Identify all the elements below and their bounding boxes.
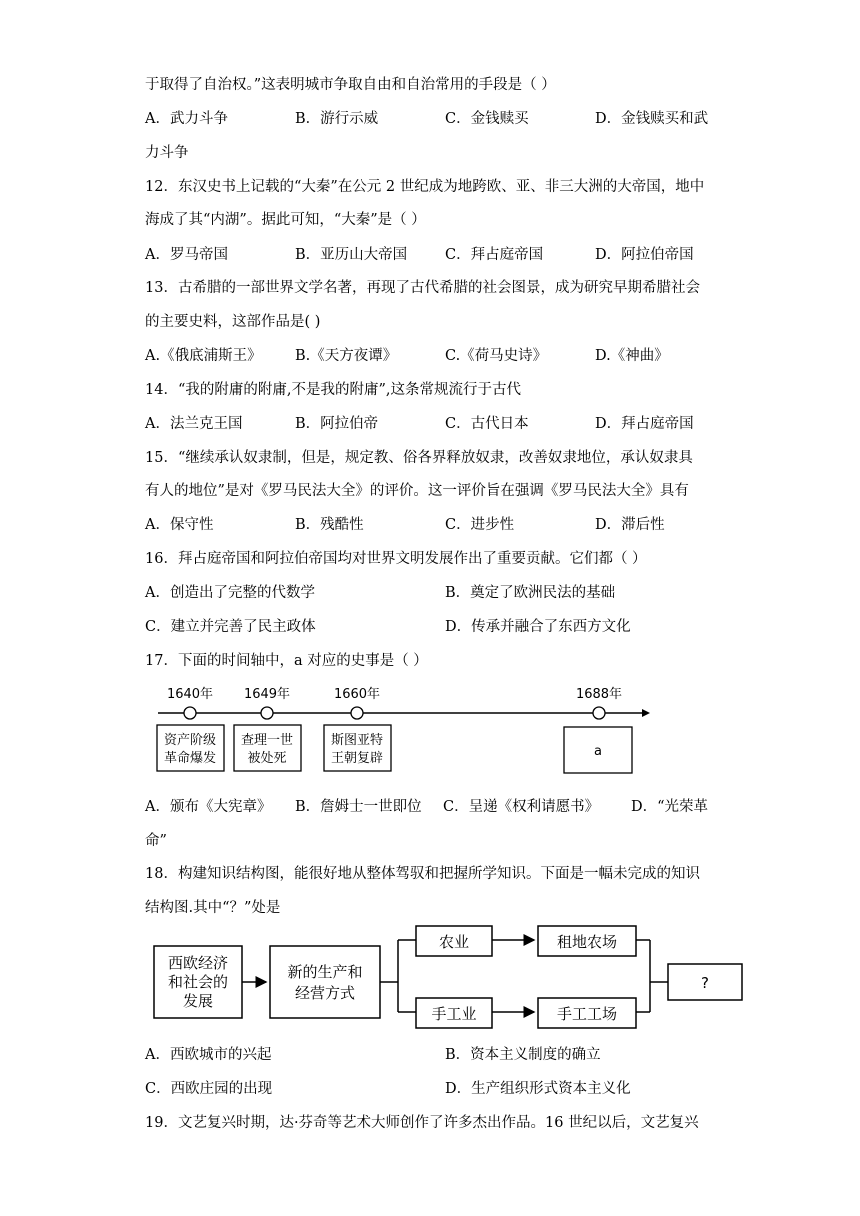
timeline-node-1649: [261, 707, 273, 719]
q18-option-a[interactable]: A．西欧城市的兴起: [145, 1047, 272, 1063]
timeline-year-1660: 1660年: [333, 687, 381, 702]
q13-stem-line1: 13．古希腊的一部世界文学名著，再现了古代希腊的社会图景，成为研究早期希腊社会: [145, 280, 700, 296]
diagram-box-production: [270, 946, 380, 1018]
q12-option-a[interactable]: A．罗马帝国: [145, 247, 228, 263]
timeline-box-1649-line2: 被处死: [247, 751, 287, 766]
q19-stem-line1: 19．文艺复兴时期，达·芬奇等艺术大师创作了许多杰出作品。16 世纪以后，文艺复兴: [145, 1115, 699, 1131]
q16-option-b[interactable]: B．奠定了欧洲民法的基础: [445, 585, 616, 601]
q15-option-b[interactable]: B．残酷性: [295, 517, 364, 533]
q14-option-d[interactable]: D．拜占庭帝国: [595, 416, 694, 432]
q12-stem-line2: 海成了其“内湖”。据此可知，“大秦”是（ ）: [145, 212, 426, 228]
q18-option-b[interactable]: B．资本主义制度的确立: [445, 1047, 601, 1063]
timeline-arrow-icon: [642, 709, 650, 717]
timeline-box-1660-line1: 斯图亚特: [330, 733, 384, 748]
q12-stem-line1: 12．东汉史书上记载的“大秦”在公元 2 世纪成为地跨欧、亚、非三大洲的大帝国，地中: [145, 179, 705, 195]
q11-option-d[interactable]: D．金钱赎买和武: [595, 111, 709, 127]
q16-stem-line1: 16．拜占庭帝国和阿拉伯帝国均对世界文明发展作出了重要贡献。它们都（ ）: [145, 551, 647, 567]
timeline-node-1688: [593, 707, 605, 719]
timeline-box-1649-line1: 查理一世: [240, 733, 294, 748]
q15-option-c[interactable]: C．进步性: [445, 517, 515, 533]
q13-option-d[interactable]: D.《神曲》: [595, 348, 669, 364]
diagram-box-unknown-label: ?: [701, 974, 709, 992]
q16-option-a[interactable]: A．创造出了完整的代数学: [145, 585, 315, 601]
timeline-box-1640-line2: 革命爆发: [163, 751, 217, 766]
q18-stem-line2: 结构图.其中“？”处是: [145, 900, 281, 916]
q14-stem-line1: 14．“我的附庸的附庸,不是我的附庸”,这条常规流行于古代: [145, 382, 521, 398]
timeline-year-1649: 1649年: [243, 687, 291, 702]
q17-stem-line1: 17．下面的时间轴中，a 对应的史事是（ ）: [145, 653, 428, 669]
q11-option-c[interactable]: C．金钱赎买: [445, 111, 529, 127]
q14-option-a[interactable]: A．法兰克王国: [145, 416, 243, 432]
q11-option-a[interactable]: A．武力斗争: [145, 111, 228, 127]
q13-option-c[interactable]: C.《荷马史诗》: [445, 348, 548, 364]
timeline-box-1640-line1: 资产阶级: [163, 733, 217, 748]
q17-option-d[interactable]: D．“光荣革: [631, 799, 709, 815]
q16-option-c[interactable]: C．建立并完善了民主政体: [145, 619, 316, 635]
q18-stem-line1: 18．构建知识结构图，能很好地从整体驾驭和把握所学知识。下面是一幅未完成的知识: [145, 866, 700, 882]
knowledge-structure-diagram: [150, 922, 750, 1034]
q15-stem-line2: 有人的地位”是对《罗马民法大全》的评价。这一评价旨在强调《罗马民法大全》具有: [145, 483, 689, 499]
q11-option-b[interactable]: B．游行示威: [295, 111, 379, 127]
q14-option-c[interactable]: C．古代日本: [445, 416, 529, 432]
q18-option-d[interactable]: D．生产组织形式资本主义化: [445, 1081, 631, 1097]
diagram-box-workshop-label: 手工工场: [556, 1005, 618, 1023]
q13-option-a[interactable]: A.《俄底浦斯王》: [145, 348, 262, 364]
q17-option-d-wrap: 命”: [145, 833, 167, 849]
q17-option-a[interactable]: A．颁布《大宪章》: [145, 799, 272, 815]
q16-option-d[interactable]: D．传承并融合了东西方文化: [445, 619, 631, 635]
timeline-year-1688: 1688年: [575, 687, 623, 702]
q18-option-c[interactable]: C．西欧庄园的出现: [145, 1081, 273, 1097]
q15-stem-line1: 15．“继续承认奴隶制，但是，规定教、俗各界释放奴隶，改善奴隶地位，承认奴隶具: [145, 450, 693, 466]
diagram-box-economy-line3: 发展: [182, 992, 214, 1010]
q15-option-a[interactable]: A．保守性: [145, 517, 214, 533]
q12-option-c[interactable]: C．拜占庭帝国: [445, 247, 544, 263]
diagram-box-economy-line2: 和社会的: [167, 973, 229, 991]
q11-option-d-wrap: 力斗争: [145, 145, 189, 161]
q14-option-b[interactable]: B．阿拉伯帝: [295, 416, 379, 432]
q17-option-c[interactable]: C．呈递《权利请愿书》: [443, 799, 600, 815]
q12-option-d[interactable]: D．阿拉伯帝国: [595, 247, 694, 263]
timeline-figure: [150, 680, 650, 780]
diagram-box-agriculture-label: 农业: [438, 933, 470, 951]
diagram-box-farm-label: 租地农场: [556, 933, 618, 951]
timeline-node-1640: [184, 707, 196, 719]
diagram-box-handicraft-label: 手工业: [431, 1005, 477, 1023]
q15-option-d[interactable]: D．滞后性: [595, 517, 665, 533]
timeline-node-1660: [351, 707, 363, 719]
diagram-box-production-line1: 新的生产和: [287, 963, 363, 981]
q13-option-b[interactable]: B.《天方夜谭》: [295, 348, 398, 364]
timeline-box-1660-line2: 王朝复辟: [330, 751, 384, 766]
q12-option-b[interactable]: B．亚历山大帝国: [295, 247, 408, 263]
q11-stem-tail: 于取得了自治权。”这表明城市争取自由和自治常用的手段是（ ）: [145, 77, 556, 93]
q17-option-b[interactable]: B．詹姆士一世即位: [295, 799, 422, 815]
timeline-box-1688-label: a: [594, 744, 602, 759]
q13-stem-line2: 的主要史料，这部作品是( ): [145, 314, 321, 330]
diagram-box-production-line2: 经营方式: [294, 984, 356, 1002]
diagram-box-economy-line1: 西欧经济: [167, 954, 229, 972]
timeline-year-1640: 1640年: [166, 687, 214, 702]
